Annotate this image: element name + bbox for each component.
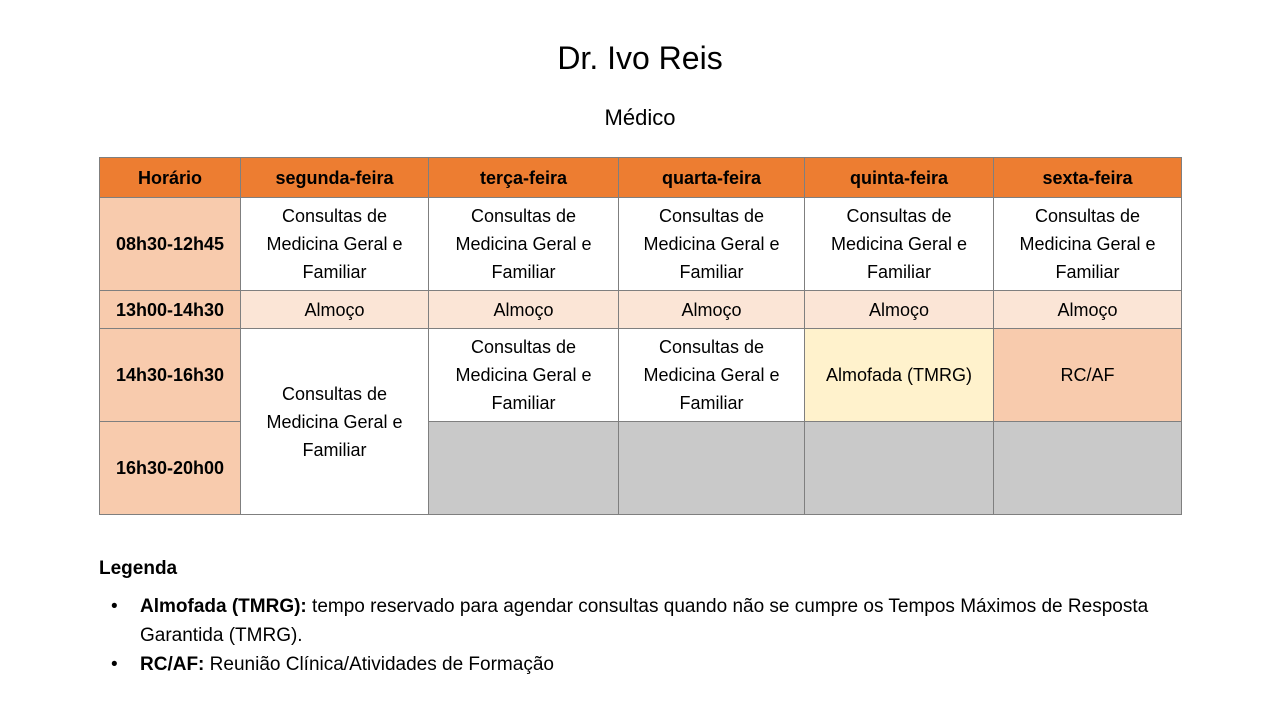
cell-consultas: Consultas de Medicina Geral e Familiar <box>241 198 429 291</box>
cell-consultas: Consultas de Medicina Geral e Familiar <box>619 329 805 422</box>
legend-text: Reunião Clínica/Atividades de Formação <box>204 654 554 675</box>
legend-text: tempo reservado para agendar consultas quando não se cumpre os Tempos Máximos de Resposta Garantida (TMRG). <box>140 596 1149 646</box>
table-row <box>100 291 1182 329</box>
cell-consultas: Consultas de Medicina Geral e Familiar <box>241 329 429 515</box>
header-sexta: sexta-feira <box>994 158 1182 198</box>
legend-list <box>99 592 1179 679</box>
cell-rcaf: RC/AF <box>994 329 1182 422</box>
legend-term: RC/AF: <box>140 654 205 675</box>
schedule-table <box>99 157 1182 515</box>
time-cell: 16h30-20h00 <box>100 422 241 515</box>
header-quinta: quinta-feira <box>805 158 994 198</box>
header-horario: Horário <box>100 158 241 198</box>
cell-empty <box>994 422 1182 515</box>
table-row <box>100 198 1182 291</box>
cell-almofada: Almofada (TMRG) <box>805 329 994 422</box>
legend-term: Almofada (TMRG): <box>140 596 307 617</box>
time-cell: 13h00-14h30 <box>100 291 241 329</box>
cell-almoco: Almoço <box>805 291 994 329</box>
table-row <box>100 329 1182 422</box>
header-segunda: segunda-feira <box>241 158 429 198</box>
cell-almoco: Almoço <box>619 291 805 329</box>
header-quarta: quarta-feira <box>619 158 805 198</box>
table-header-row <box>100 158 1182 198</box>
header-terca: terça-feira <box>429 158 619 198</box>
legend-item <box>99 592 1179 650</box>
cell-empty <box>805 422 994 515</box>
time-cell: 14h30-16h30 <box>100 329 241 422</box>
page-title: Dr. Ivo Reis <box>557 40 723 76</box>
cell-almoco: Almoço <box>241 291 429 329</box>
page-subtitle: Médico <box>604 105 676 130</box>
cell-consultas: Consultas de Medicina Geral e Familiar <box>994 198 1182 291</box>
bullet-icon: • <box>111 654 118 675</box>
cell-empty <box>619 422 805 515</box>
cell-almoco: Almoço <box>994 291 1182 329</box>
legend-title: Legenda <box>99 558 178 579</box>
cell-consultas: Consultas de Medicina Geral e Familiar <box>805 198 994 291</box>
bullet-icon: • <box>111 596 118 617</box>
legend-item <box>99 650 1179 679</box>
cell-consultas: Consultas de Medicina Geral e Familiar <box>429 198 619 291</box>
cell-almoco: Almoço <box>429 291 619 329</box>
cell-consultas: Consultas de Medicina Geral e Familiar <box>429 329 619 422</box>
time-cell: 08h30-12h45 <box>100 198 241 291</box>
cell-empty <box>429 422 619 515</box>
cell-consultas: Consultas de Medicina Geral e Familiar <box>619 198 805 291</box>
